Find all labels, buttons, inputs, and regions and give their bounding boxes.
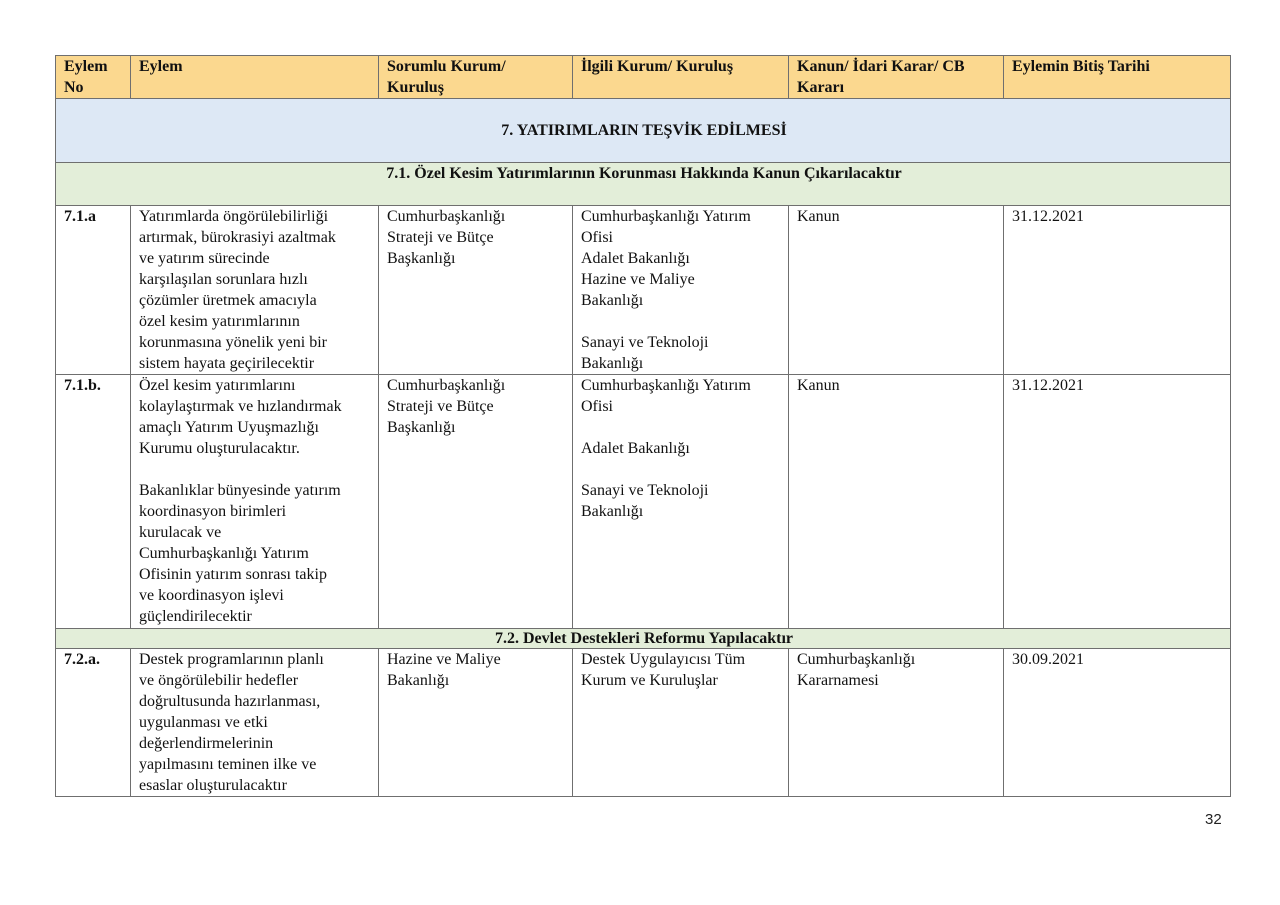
- cell-line: Yatırımlarda öngörülebilirliği: [139, 208, 329, 225]
- cell-line: güçlendirilecektir: [139, 608, 252, 625]
- cell-line: Başkanlığı: [387, 419, 456, 436]
- eylem-no: 7.1.b.: [56, 375, 131, 629]
- header-row: [56, 56, 1231, 99]
- cell-line: Kurumu oluşturulacaktır.: [139, 440, 300, 457]
- cell-line: Bakanlıklar bünyesinde yatırım: [139, 482, 341, 499]
- eylem-no: 7.1.a: [56, 206, 131, 375]
- cell-line: Bakanlığı: [581, 292, 644, 309]
- ilgili-cell: [573, 375, 789, 629]
- cell-line: Strateji ve Bütçe: [387, 398, 494, 415]
- cell-line: sistem hayata geçirilecektir: [139, 355, 315, 372]
- sorumlu-cell: [379, 649, 573, 797]
- cell-line: ve koordinasyon işlevi: [139, 587, 284, 604]
- cell-line: yapılmasını teminen ilke ve: [139, 756, 317, 773]
- cell-line: artırmak, bürokrasiyi azaltmak: [139, 229, 336, 246]
- cell-line: ve öngörülebilir hedefler: [139, 672, 299, 689]
- sorumlu-cell: [379, 375, 573, 629]
- cell-line: Ofisi: [581, 229, 613, 246]
- cell-line: koordinasyon birimleri: [139, 503, 287, 520]
- cell-line: Ofisi: [581, 398, 613, 415]
- cell-line: Cumhurbaşkanlığı: [387, 377, 506, 394]
- cell-line: Bakanlığı: [387, 672, 450, 689]
- header-text: No: [64, 79, 84, 96]
- cell-line: Strateji ve Bütçe: [387, 229, 494, 246]
- header-text: İlgili Kurum/ Kuruluş: [581, 58, 734, 75]
- cell-line: Özel kesim yatırımlarını: [139, 377, 296, 394]
- eylem-no: 7.2.a.: [56, 649, 131, 797]
- kanun-cell: Kanun: [789, 375, 1004, 629]
- blank-line: [139, 459, 372, 480]
- header-text: Kanun/ İdari Karar/ CB: [797, 58, 965, 75]
- ilgili-cell: [573, 649, 789, 797]
- cell-line: Kurum ve Kuruluşlar: [581, 672, 718, 689]
- kanun-cell: [789, 649, 1004, 797]
- subsection-title: 7.2. Devlet Destekleri Reformu Yapılacaktır: [56, 629, 1231, 649]
- cell-line: korunmasına yönelik yeni bir: [139, 334, 327, 351]
- kanun-cell: Kanun: [789, 206, 1004, 375]
- blank-line: [581, 459, 782, 480]
- cell-line: ve yatırım sürecinde: [139, 250, 270, 267]
- tarih-cell: 30.09.2021: [1004, 649, 1231, 797]
- cell-line: uygulanması ve etki: [139, 714, 268, 731]
- subsection-row: [56, 629, 1231, 649]
- cell-line: Cumhurbaşkanlığı Yatırım: [581, 377, 751, 394]
- cell-line: Destek Uygulayıcısı Tüm: [581, 651, 746, 668]
- eylem-cell: [131, 375, 379, 629]
- tarih-cell: 31.12.2021: [1004, 206, 1231, 375]
- table-row: [56, 649, 1231, 797]
- cell-line: kurulacak ve: [139, 524, 222, 541]
- cell-line: Kararnamesi: [797, 672, 879, 689]
- tarih-cell: 31.12.2021: [1004, 375, 1231, 629]
- table-row: [56, 375, 1231, 629]
- cell-line: Cumhurbaşkanlığı: [797, 651, 916, 668]
- page-number: 32: [1205, 811, 1222, 828]
- subsection-title: 7.1. Özel Kesim Yatırımlarının Korunması Hakkında Kanun Çıkarılacaktır: [56, 163, 1231, 206]
- cell-line: karşılaşılan sorunlara hızlı: [139, 271, 308, 288]
- cell-line: Hazine ve Maliye: [387, 651, 501, 668]
- cell-line: doğrultusunda hazırlanması,: [139, 693, 321, 710]
- cell-line: Sanayi ve Teknoloji: [581, 482, 709, 499]
- cell-line: Adalet Bakanlığı: [581, 250, 690, 267]
- cell-line: Cumhurbaşkanlığı Yatırım: [139, 545, 309, 562]
- subsection-row: [56, 163, 1231, 206]
- cell-line: esaslar oluşturulacaktır: [139, 777, 287, 794]
- cell-line: Hazine ve Maliye: [581, 271, 695, 288]
- header-kanun: [789, 56, 1004, 99]
- blank-line: [581, 311, 782, 332]
- cell-line: Destek programlarının planlı: [139, 651, 324, 668]
- header-text: Kararı: [797, 79, 845, 96]
- header-text: Eylemin Bitiş Tarihi: [1012, 58, 1150, 75]
- header-text: Eylem: [139, 58, 183, 75]
- cell-line: çözümler üretmek amacıyla: [139, 292, 317, 309]
- header-text: Sorumlu Kurum/: [387, 58, 506, 75]
- sorumlu-cell: [379, 206, 573, 375]
- header-sorumlu: [379, 56, 573, 99]
- cell-line: Sanayi ve Teknoloji: [581, 334, 709, 351]
- eylem-cell: [131, 206, 379, 375]
- header-text: Kuruluş: [387, 79, 444, 96]
- cell-line: Cumhurbaşkanlığı: [387, 208, 506, 225]
- cell-line: Başkanlığı: [387, 250, 456, 267]
- header-eylem: [131, 56, 379, 99]
- cell-line: Ofisinin yatırım sonrası takip: [139, 566, 327, 583]
- table-row: [56, 206, 1231, 375]
- blank-line: [581, 417, 782, 438]
- header-ilgili: [573, 56, 789, 99]
- cell-line: Adalet Bakanlığı: [581, 440, 690, 457]
- header-tarih: [1004, 56, 1231, 99]
- eylem-cell: [131, 649, 379, 797]
- header-eylem-no: [56, 56, 131, 99]
- cell-line: Bakanlığı: [581, 503, 644, 520]
- action-plan-table: [55, 55, 1231, 797]
- ilgili-cell: [573, 206, 789, 375]
- cell-line: amaçlı Yatırım Uyuşmazlığı: [139, 419, 319, 436]
- cell-line: değerlendirmelerinin: [139, 735, 274, 752]
- cell-line: Cumhurbaşkanlığı Yatırım: [581, 208, 751, 225]
- section-row: [56, 99, 1231, 163]
- header-text: Eylem: [64, 58, 108, 75]
- cell-line: kolaylaştırmak ve hızlandırmak: [139, 398, 342, 415]
- cell-line: Bakanlığı: [581, 355, 644, 372]
- section-title: 7. YATIRIMLARIN TEŞVİK EDİLMESİ: [56, 99, 1231, 163]
- cell-line: özel kesim yatırımlarının: [139, 313, 300, 330]
